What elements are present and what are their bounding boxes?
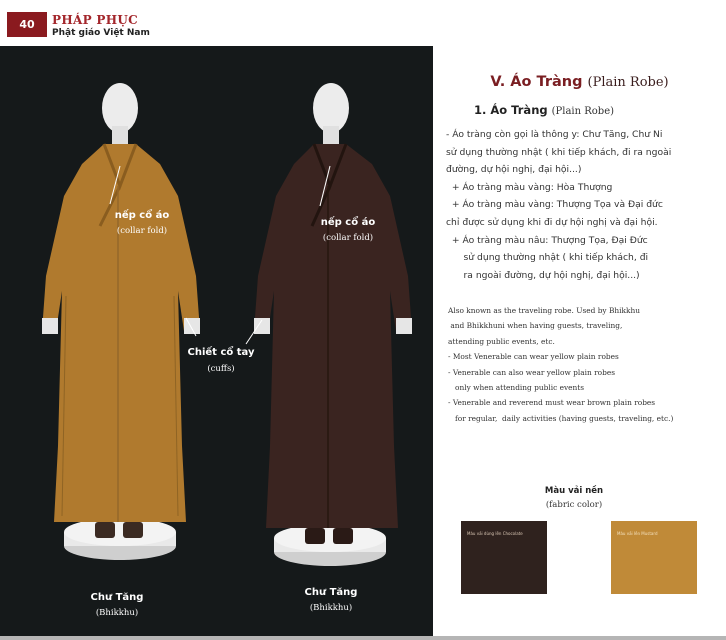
- en-line: - Venerable and reverend must wear brown plain robes: [448, 398, 656, 408]
- section-title-en: (Plain Robe): [587, 75, 669, 90]
- left-collar-label: nếp cổ áo: [114, 210, 170, 221]
- vietnamese-description: [446, 126, 721, 284]
- en-line: and Bhikkhuni when having guests, traveling,: [448, 321, 623, 331]
- vn-line: ra ngoài đường, dự hội nghị, đại hội...): [446, 269, 640, 281]
- left-mannequin: [42, 83, 200, 560]
- right-mannequin: [246, 83, 412, 566]
- vn-line: + Áo tràng màu nâu: Thượng Tọa, Đại Đức: [446, 234, 648, 246]
- vn-line: sử dụng thường nhật ( khi tiếp khách, đi ra ngoài: [446, 146, 672, 158]
- vn-line: - Áo tràng còn gọi là thông y: Chư Tăng, Chư Ni: [446, 129, 663, 140]
- left-caption-en: (Bhikkhu): [95, 608, 139, 618]
- cuff-label-en: (cuffs): [207, 364, 235, 374]
- subsection-title: [474, 103, 614, 117]
- fabric-title: Màu vải nền: [544, 486, 604, 496]
- brand-title: PHÁP PHỤC: [52, 13, 138, 27]
- en-line: attending public events, etc.: [448, 336, 555, 346]
- swatch-label: Màu vải dùng lên Chocolate: [467, 531, 523, 536]
- fabric-subtitle: (fabric color): [545, 500, 603, 510]
- description-panel: [433, 46, 726, 636]
- vn-line: chỉ được sử dụng khi đi dự hội nghị và đại hội.: [446, 216, 658, 228]
- en-line: - Most Venerable can wear yellow plain robes: [448, 352, 619, 362]
- cuff-label: Chiết cổ tay: [187, 347, 255, 358]
- english-description: [448, 303, 723, 426]
- right-collar-label: nếp cổ áo: [320, 217, 376, 228]
- vn-line: + Áo tràng màu vàng: Hòa Thượng: [446, 181, 613, 193]
- right-caption: Chư Tăng: [304, 587, 358, 598]
- vn-line: đường, dự hội nghị, đại hội...): [446, 164, 582, 176]
- section-title-vn: V. Áo Tràng: [490, 74, 583, 90]
- right-collar-label-en: (collar fold): [322, 233, 374, 243]
- vn-line: sử dụng thường nhật ( khi tiếp khách, đi: [446, 252, 649, 264]
- swatch-mustard: [611, 521, 697, 594]
- robes-illustration: [0, 46, 433, 636]
- bottom-bar: [0, 636, 726, 640]
- swatch-label: Màu vải lên Mustard: [617, 531, 658, 536]
- en-line: - Venerable can also wear yellow plain robes: [448, 367, 616, 377]
- swatch-chocolate: [461, 521, 547, 594]
- page-header: [0, 0, 726, 44]
- section-title: [433, 74, 726, 90]
- subsection-title-en: (Plain Robe): [551, 106, 615, 117]
- left-collar-label-en: (collar fold): [116, 226, 168, 236]
- brand-subtitle: Phật giáo Việt Nam: [52, 28, 150, 38]
- robe-photo: [0, 46, 433, 636]
- page-number: 40: [7, 12, 47, 37]
- right-caption-en: (Bhikkhu): [309, 603, 353, 613]
- left-caption: Chư Tăng: [90, 592, 144, 603]
- en-line: Also known as the traveling robe. Used by Bhikkhu: [448, 306, 640, 315]
- en-line: only when attending public events: [448, 383, 585, 393]
- en-line: for regular, daily activities (having guests, traveling, etc.): [448, 413, 674, 423]
- vn-line: + Áo tràng màu vàng: Thượng Tọa và Đại đức: [446, 199, 663, 211]
- subsection-title-vn: 1. Áo Tràng: [474, 103, 548, 117]
